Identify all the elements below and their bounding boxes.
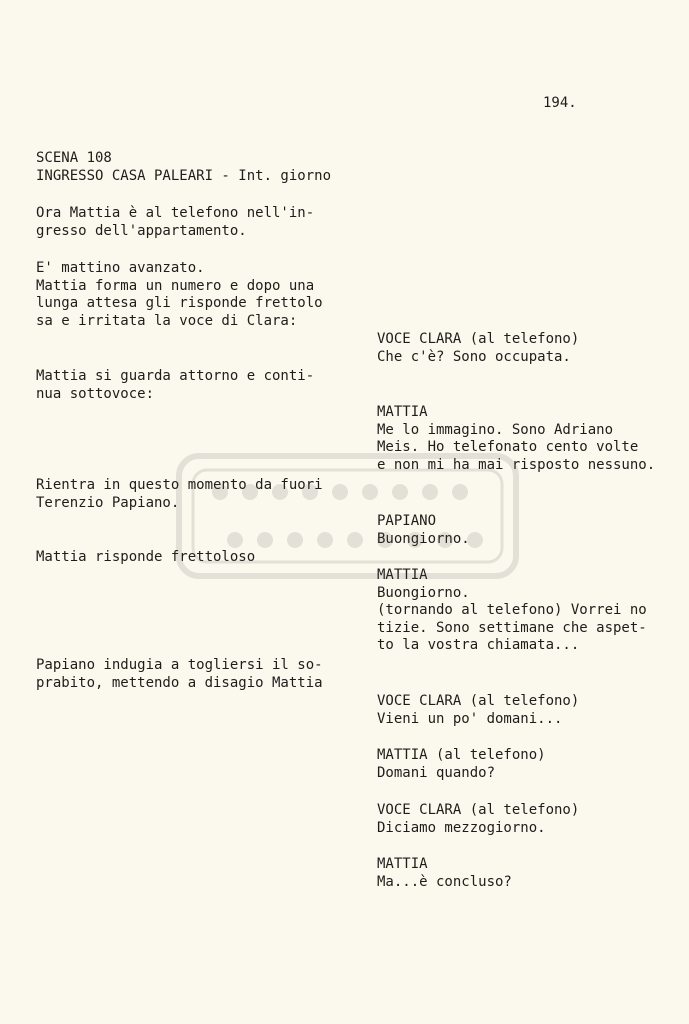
- text-line: Buongiorno.: [377, 584, 470, 601]
- text-line: Diciamo mezzogiorno.: [377, 819, 546, 836]
- scene-heading: [36, 150, 366, 185]
- text-line: VOCE CLARA (al telefono): [377, 331, 580, 347]
- text-line: prabito, mettendo a disagio Mattia: [36, 674, 323, 691]
- text-line: MATTIA: [377, 567, 428, 583]
- text-line: E' mattino avanzato.: [36, 260, 205, 276]
- text-line: PAPIANO: [377, 513, 437, 529]
- text-line: (tornando al telefono) Vorrei no: [377, 602, 647, 618]
- dialogue-8: [377, 856, 682, 891]
- text-line: Meis. Ho telefonato cento volte: [377, 439, 639, 455]
- text-line: MATTIA: [377, 856, 428, 872]
- text-line: Che c'è? Sono occupata.: [377, 348, 571, 365]
- dialogue-1: [377, 331, 682, 366]
- text-line: e non mi ha mai risposto nessuno.: [377, 456, 656, 473]
- text-line: to la vostra chiamata...: [377, 637, 580, 653]
- text-line: Mattia risponde frettoloso: [36, 549, 256, 565]
- page-number: 194.: [543, 95, 577, 111]
- text-line: MATTIA: [377, 404, 428, 420]
- action-3: [36, 368, 366, 403]
- action-2: [36, 260, 366, 330]
- text-line: sa e irritata la voce di Clara:: [36, 312, 298, 329]
- dialogue-6: [377, 747, 682, 782]
- action-6: [36, 657, 366, 692]
- text-line: Vieni un po' domani...: [377, 710, 563, 727]
- dialogue-7: [377, 802, 682, 837]
- text-line: VOCE CLARA (al telefono): [377, 693, 580, 709]
- text-line: Mattia si guarda attorno e conti-: [36, 368, 315, 384]
- text-line: Me lo immagino. Sono Adriano: [377, 421, 614, 438]
- dialogue-3: [377, 513, 682, 548]
- action-5: [36, 549, 366, 567]
- text-line: tizie. Sono settimane che aspet-: [377, 619, 647, 636]
- text-line: Ma...è concluso?: [377, 873, 512, 890]
- text-line: Terenzio Papiano.: [36, 494, 180, 511]
- dialogue-4: [377, 567, 682, 655]
- text-line: Mattia forma un numero e dopo una: [36, 277, 315, 294]
- action-1: [36, 205, 366, 240]
- action-4: [36, 477, 366, 512]
- text-line: nua sottovoce:: [36, 385, 155, 402]
- text-line: lunga attesa gli risponde frettolo: [36, 295, 323, 311]
- text-line: Rientra in questo momento da fuori: [36, 477, 323, 493]
- text-line: INGRESSO CASA PALEARI - Int. giorno: [36, 167, 332, 184]
- text-line: Buongiorno.: [377, 530, 470, 547]
- text-line: Ora Mattia è al telefono nell'in-: [36, 205, 315, 221]
- dialogue-5: [377, 693, 682, 728]
- text-line: Papiano indugia a togliersi il so-: [36, 657, 323, 673]
- text-line: VOCE CLARA (al telefono): [377, 802, 580, 818]
- text-line: gresso dell'appartamento.: [36, 222, 247, 239]
- dialogue-2: [377, 404, 682, 474]
- text-line: Domani quando?: [377, 764, 496, 781]
- text-line: MATTIA (al telefono): [377, 747, 546, 763]
- text-line: SCENA 108: [36, 150, 112, 166]
